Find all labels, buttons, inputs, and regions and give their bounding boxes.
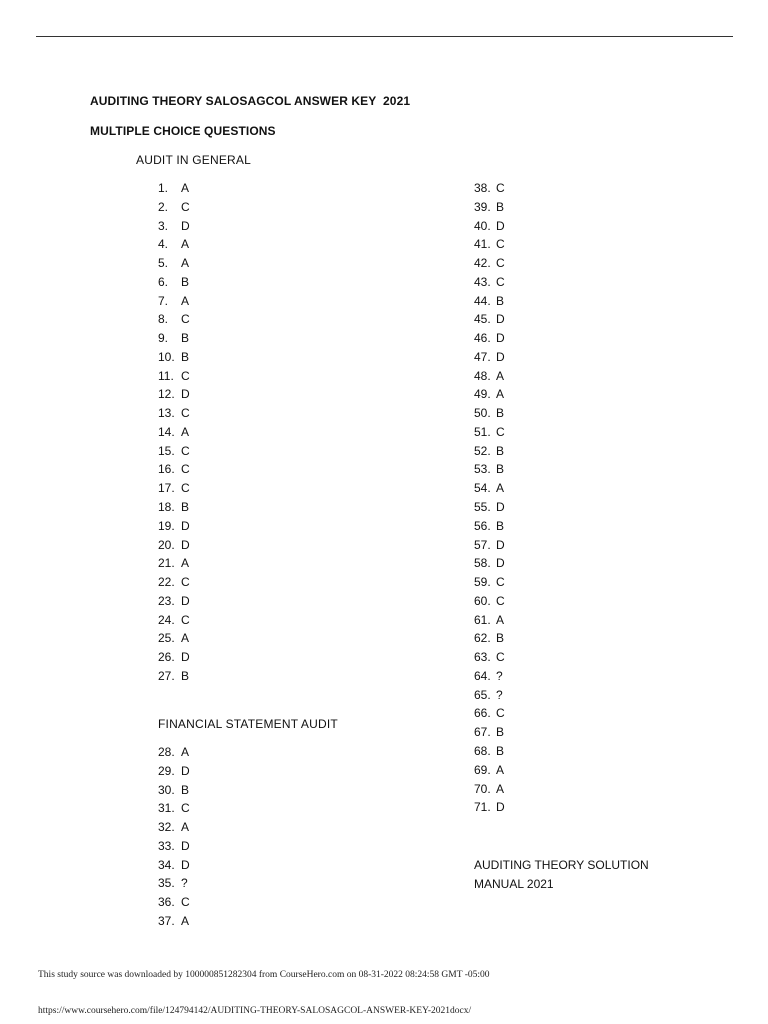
section-heading-financial-statement-audit: FINANCIAL STATEMENT AUDIT (158, 717, 338, 731)
answer-item (474, 423, 505, 442)
answer-letter: D (181, 763, 190, 778)
question-number: 23. (158, 593, 175, 608)
answer-letter: C (496, 424, 505, 439)
answer-item (474, 367, 505, 386)
question-number: 47. (474, 349, 491, 364)
question-number: 54. (474, 481, 491, 496)
question-number: 57. (474, 537, 491, 552)
question-number: 62. (474, 631, 491, 646)
question-number: 9. (158, 331, 169, 346)
answer-letter: C (181, 612, 190, 627)
answer-item (158, 856, 190, 875)
question-number: 68. (474, 743, 491, 758)
question-number: 27. (158, 668, 175, 683)
question-number: 15. (158, 443, 175, 458)
question-number: 13. (158, 406, 175, 421)
answer-letter: A (496, 781, 505, 796)
section-heading-audit-in-general: AUDIT IN GENERAL (136, 153, 252, 167)
answer-letter: B (496, 199, 505, 214)
answer-item (158, 404, 190, 423)
document-title: AUDITING THEORY SALOSAGCOL ANSWER KEY 2021 (90, 94, 411, 108)
answer-letter: C (496, 575, 505, 590)
answer-letter: B (181, 349, 190, 364)
answer-letter: C (181, 312, 190, 327)
download-notice: This study source was downloaded by 100000851282304 from CourseHero.com on 08-31-2022 08:24:58 GMT -05:00 (38, 970, 490, 980)
answer-item (158, 536, 190, 555)
question-number: 37. (158, 913, 175, 928)
answer-letter: C (496, 593, 505, 608)
answer-letter: D (496, 331, 505, 346)
answer-letter: B (496, 406, 505, 421)
answer-item (158, 385, 190, 404)
answer-item (158, 217, 190, 236)
question-number: 31. (158, 801, 175, 816)
answer-item (474, 573, 505, 592)
answer-item (158, 198, 190, 217)
answer-letter: C (181, 481, 190, 496)
answer-item (158, 573, 190, 592)
answer-letter: A (496, 762, 505, 777)
solution-manual-note: AUDITING THEORY SOLUTION MANUAL 2021 (474, 858, 649, 891)
answer-letter: D (181, 838, 190, 853)
question-number: 10. (158, 349, 175, 364)
answer-item (474, 310, 505, 329)
answer-item (474, 273, 505, 292)
answer-item (158, 592, 190, 611)
question-number: 21. (158, 556, 175, 571)
answer-letter: C (181, 368, 190, 383)
answer-item (158, 348, 190, 367)
answer-item (158, 517, 190, 536)
answer-letter: D (496, 537, 505, 552)
answer-letter: B (181, 500, 190, 515)
answer-item (474, 292, 505, 311)
question-number: 39. (474, 199, 491, 214)
answer-item (158, 310, 190, 329)
question-number: 24. (158, 612, 175, 627)
question-number: 51. (474, 424, 491, 439)
answer-item (474, 629, 505, 648)
question-number: 25. (158, 631, 175, 646)
question-number: 41. (474, 237, 491, 252)
answer-item (158, 329, 190, 348)
answer-letter: A (181, 424, 190, 439)
answer-letter: A (181, 631, 190, 646)
answer-item (474, 329, 505, 348)
answer-letter: D (496, 349, 505, 364)
answer-item (158, 667, 190, 686)
question-number: 17. (158, 481, 175, 496)
question-number: 60. (474, 593, 491, 608)
question-number: 58. (474, 556, 491, 571)
answer-item (474, 761, 505, 780)
question-number: 50. (474, 406, 491, 421)
question-number: 33. (158, 838, 175, 853)
answer-item (474, 742, 505, 761)
question-number: 71. (474, 800, 491, 815)
answer-item (474, 704, 505, 723)
question-number: 45. (474, 312, 491, 327)
answer-letter: C (496, 274, 505, 289)
question-number: 1. (158, 181, 169, 195)
answer-letter: D (496, 500, 505, 515)
answer-letter: A (181, 556, 190, 571)
answer-item (474, 667, 505, 686)
answer-letter: A (181, 181, 190, 195)
question-number: 61. (474, 612, 491, 627)
question-number: 22. (158, 575, 175, 590)
answer-item (158, 893, 190, 912)
answer-item (158, 912, 190, 931)
answer-item (158, 442, 190, 461)
answer-item (158, 818, 190, 837)
answer-letter: D (496, 218, 505, 233)
question-number: 4. (158, 237, 169, 252)
answer-item (474, 179, 505, 198)
answer-letter: D (181, 518, 190, 533)
question-number: 48. (474, 368, 491, 383)
answer-item (474, 554, 505, 573)
answer-letter: C (181, 199, 190, 214)
question-number: 67. (474, 725, 491, 740)
answer-item (158, 629, 190, 648)
answer-item (158, 367, 190, 386)
answer-item (474, 479, 505, 498)
answer-item (158, 179, 190, 198)
source-url-link[interactable]: https://www.coursehero.com/file/124794142/AUDITING-THEORY-SALOSAGCOL-ANSWER-KEY-2021docx/ (38, 1006, 472, 1016)
question-number: 64. (474, 668, 491, 683)
answer-letter: C (181, 443, 190, 458)
question-number: 12. (158, 387, 175, 402)
answer-item (474, 648, 505, 667)
question-number: 26. (158, 650, 175, 665)
answer-item (474, 198, 505, 217)
answer-item (158, 743, 190, 762)
answer-item (474, 217, 505, 236)
question-number: 59. (474, 575, 491, 590)
answer-item (158, 762, 190, 781)
question-number: 46. (474, 331, 491, 346)
answer-letter: C (496, 237, 505, 252)
question-number: 8. (158, 312, 169, 327)
answer-letter: D (181, 387, 190, 402)
answer-letter: B (181, 668, 190, 683)
answer-letter: A (496, 612, 505, 627)
section-subtitle: MULTIPLE CHOICE QUESTIONS (90, 124, 276, 138)
question-number: 11. (158, 368, 174, 383)
question-number: 63. (474, 650, 491, 665)
question-number: 53. (474, 462, 491, 477)
question-number: 42. (474, 256, 491, 271)
question-number: 5. (158, 256, 169, 271)
header-rule (36, 36, 733, 37)
answer-list-right-column (474, 179, 505, 817)
answer-list-financial-statement-audit (158, 743, 190, 931)
question-number: 7. (158, 293, 169, 308)
answer-item (474, 517, 505, 536)
answer-letter: C (496, 650, 505, 665)
answer-letter: C (181, 895, 190, 910)
question-number: 29. (158, 763, 175, 778)
question-number: 20. (158, 537, 175, 552)
answer-item (474, 235, 505, 254)
answer-letter: C (181, 801, 190, 816)
answer-letter: A (181, 913, 190, 928)
answer-item (474, 798, 505, 817)
question-number: 52. (474, 443, 491, 458)
answer-item (158, 273, 190, 292)
question-number: 40. (474, 218, 491, 233)
question-number: 43. (474, 274, 491, 289)
answer-letter: C (181, 406, 190, 421)
question-number: 28. (158, 745, 175, 759)
answer-letter: C (181, 575, 190, 590)
answer-letter: D (181, 218, 190, 233)
answer-item (158, 837, 190, 856)
answer-letter: A (496, 387, 505, 402)
answer-letter: C (496, 181, 505, 195)
answer-item (158, 648, 190, 667)
question-number: 44. (474, 293, 491, 308)
answer-letter: B (496, 725, 505, 740)
question-number: 69. (474, 762, 491, 777)
answer-letter: C (496, 256, 505, 271)
answer-letter: B (181, 782, 190, 797)
question-number: 18. (158, 500, 175, 515)
answer-item (474, 385, 505, 404)
question-number: 36. (158, 895, 175, 910)
question-number: 55. (474, 500, 491, 515)
answer-item (474, 686, 505, 705)
answer-item (474, 460, 505, 479)
answer-item (158, 781, 190, 800)
answer-list-audit-in-general (158, 179, 190, 686)
question-number: 19. (158, 518, 175, 533)
answer-item (474, 780, 505, 799)
answer-letter: D (181, 537, 190, 552)
answer-letter: D (496, 556, 505, 571)
answer-letter: ? (496, 687, 503, 702)
question-number: 3. (158, 218, 169, 233)
answer-letter: B (181, 331, 190, 346)
answer-letter: D (181, 650, 190, 665)
question-number: 56. (474, 518, 491, 533)
answer-item (474, 592, 505, 611)
question-number: 66. (474, 706, 491, 721)
answer-item (474, 723, 505, 742)
answer-letter: B (496, 443, 505, 458)
answer-letter: C (496, 706, 505, 721)
question-number: 32. (158, 820, 175, 835)
question-number: 2. (158, 199, 169, 214)
answer-item (474, 254, 505, 273)
answer-item (158, 479, 190, 498)
answer-item (158, 554, 190, 573)
answer-item (474, 498, 505, 517)
answer-letter: A (181, 256, 190, 271)
question-number: 30. (158, 782, 175, 797)
answer-letter: D (181, 857, 190, 872)
question-number: 6. (158, 274, 169, 289)
answer-letter: ? (181, 876, 188, 891)
answer-letter: A (181, 237, 190, 252)
answer-letter: ? (496, 668, 503, 683)
answer-letter: A (181, 745, 190, 759)
answer-letter: B (496, 518, 505, 533)
answer-item (158, 235, 190, 254)
answer-item (474, 404, 505, 423)
answer-item (158, 292, 190, 311)
question-number: 35. (158, 876, 175, 891)
answer-item (158, 498, 190, 517)
answer-letter: B (496, 462, 505, 477)
question-number: 14. (158, 424, 175, 439)
answer-item (158, 874, 190, 893)
answer-item (158, 611, 190, 630)
answer-letter: A (181, 293, 190, 308)
question-number: 38. (474, 181, 491, 195)
answer-item (474, 348, 505, 367)
answer-item (474, 536, 505, 555)
answer-letter: A (181, 820, 190, 835)
answer-letter: B (496, 743, 505, 758)
answer-item (158, 423, 190, 442)
answer-item (158, 254, 190, 273)
answer-letter: D (496, 312, 505, 327)
answer-item (474, 611, 505, 630)
question-number: 65. (474, 687, 491, 702)
question-number: 34. (158, 857, 175, 872)
answer-letter: D (496, 800, 505, 815)
answer-letter: D (181, 593, 190, 608)
question-number: 16. (158, 462, 175, 477)
question-number: 70. (474, 781, 491, 796)
answer-letter: A (496, 481, 505, 496)
answer-letter: C (181, 462, 190, 477)
answer-letter: B (181, 274, 190, 289)
answer-letter: B (496, 293, 505, 308)
answer-item (474, 442, 505, 461)
answer-letter: B (496, 631, 505, 646)
answer-letter: A (496, 368, 505, 383)
question-number: 49. (474, 387, 491, 402)
answer-item (158, 799, 190, 818)
answer-item (158, 460, 190, 479)
